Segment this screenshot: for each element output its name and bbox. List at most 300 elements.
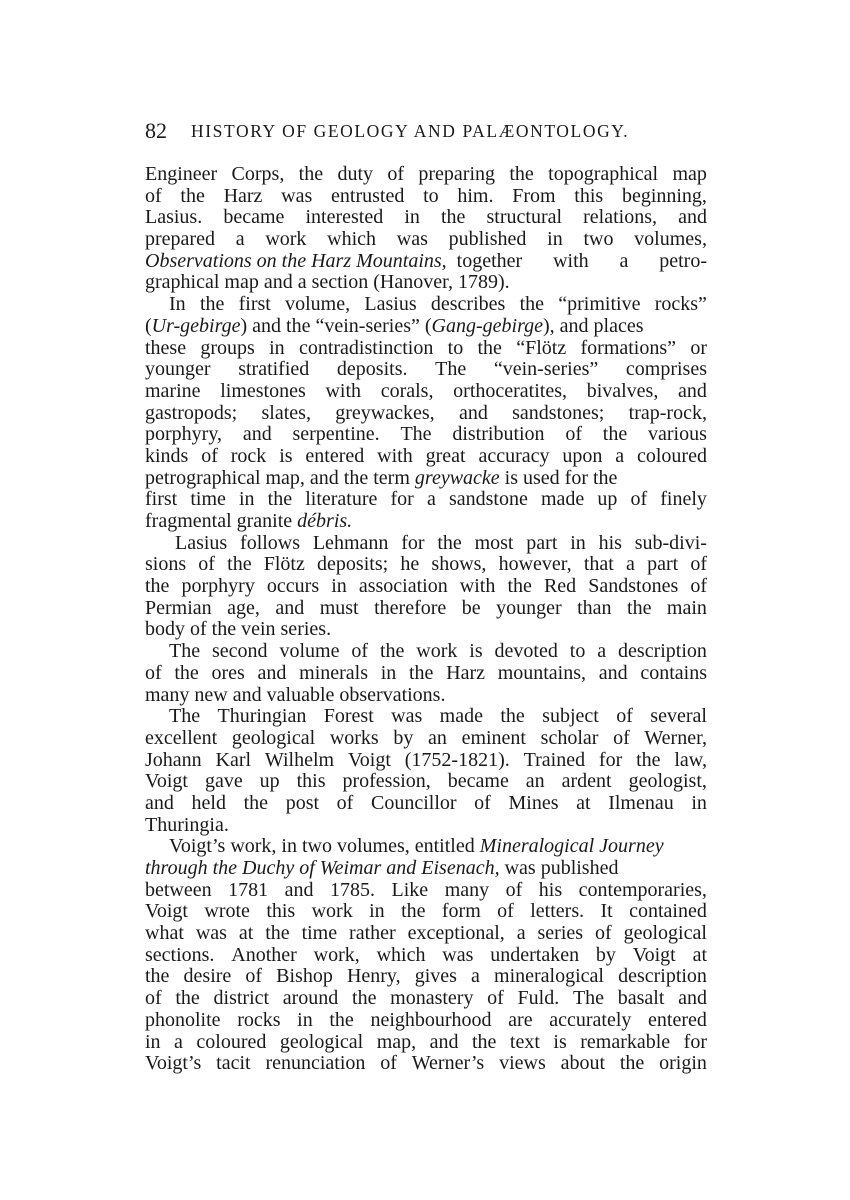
- word: first: [238, 293, 271, 316]
- word: contained: [629, 900, 707, 923]
- word: to: [423, 184, 439, 207]
- word: made: [540, 488, 585, 511]
- word: must: [319, 596, 359, 619]
- word: is: [553, 1030, 567, 1053]
- word: In: [169, 293, 186, 316]
- page-header: [145, 118, 705, 146]
- word: the: [199, 293, 225, 316]
- text-line: [145, 164, 707, 186]
- word: for: [390, 488, 414, 511]
- word: about: [560, 1052, 606, 1075]
- word: the: [145, 965, 170, 988]
- text-line: through the Duchy of Weimar and Eisenach, was published: [145, 857, 619, 879]
- word: in: [570, 531, 586, 554]
- word: describes: [430, 293, 506, 316]
- word: gives: [414, 965, 457, 988]
- word: eminent: [461, 726, 526, 749]
- text-line: [145, 186, 707, 208]
- word: Lasius.: [145, 206, 203, 229]
- word: two: [583, 228, 614, 251]
- text-line: graphical map and a section (Hanover, 1789).: [145, 271, 510, 294]
- word: a: [516, 922, 526, 945]
- text-line: [145, 576, 707, 598]
- word: the: [477, 336, 502, 359]
- word: scholar: [540, 726, 599, 749]
- word: of: [594, 922, 612, 945]
- word: younger: [496, 596, 562, 619]
- word: of: [351, 640, 369, 663]
- word: the: [145, 575, 170, 598]
- word: Karl: [215, 748, 252, 771]
- word: be: [461, 596, 481, 619]
- word: monastery: [390, 987, 474, 1010]
- word: was: [396, 228, 428, 251]
- word: topographical: [548, 163, 659, 185]
- word: interested: [305, 206, 384, 229]
- word: porphyry: [181, 575, 255, 598]
- word: slates,: [261, 401, 311, 424]
- paragraph-start: [145, 641, 707, 663]
- word: excellent: [145, 726, 218, 749]
- word: exceptional,: [407, 922, 505, 945]
- book-title-italic: Mineralogical Journey: [479, 835, 664, 858]
- word: entered: [305, 444, 365, 467]
- word: devoted: [494, 640, 558, 663]
- word: the: [267, 488, 293, 511]
- word: coloured: [196, 1030, 267, 1053]
- word: “Flötz: [516, 336, 567, 359]
- text-line: [145, 207, 707, 229]
- word: From: [512, 184, 556, 207]
- word: orthoceratites,: [453, 379, 567, 402]
- word: of: [245, 965, 263, 988]
- word: “primitive: [558, 293, 641, 316]
- word: It: [600, 900, 613, 923]
- word: law,: [674, 748, 707, 771]
- text-line: [145, 880, 707, 902]
- word: in: [238, 488, 255, 511]
- word: which: [376, 943, 426, 966]
- word: an: [525, 770, 545, 793]
- word: petro-: [659, 249, 707, 272]
- word: the: [437, 531, 462, 554]
- text-line: [145, 359, 707, 381]
- word: geological: [279, 1030, 364, 1053]
- text-line: fragmental granite débris.: [145, 510, 353, 532]
- word: published: [448, 228, 527, 251]
- word: at: [238, 922, 254, 945]
- word: many: [444, 878, 490, 901]
- word: Voigt: [145, 770, 188, 793]
- word: of: [145, 184, 162, 207]
- word: district: [213, 987, 270, 1010]
- text-line: [145, 663, 707, 685]
- word: is: [469, 640, 483, 663]
- word: contradistinction: [298, 336, 434, 359]
- word: Wilhelm: [264, 748, 335, 771]
- word: Trained: [523, 748, 586, 771]
- word: with: [459, 575, 496, 598]
- word: of: [380, 1052, 397, 1075]
- word: however,: [498, 553, 572, 576]
- text-line: [145, 554, 707, 576]
- word: deposits;: [317, 553, 389, 576]
- word: prepared: [145, 228, 215, 251]
- word: for: [401, 531, 425, 554]
- word: younger: [145, 358, 211, 381]
- word: the: [602, 423, 628, 446]
- word: The: [169, 705, 201, 728]
- word: in: [269, 336, 285, 359]
- word: and: [275, 596, 305, 619]
- word: became: [447, 770, 509, 793]
- word: “vein-series”: [493, 358, 599, 381]
- word: Corps,: [231, 163, 285, 185]
- word: geologist,: [628, 770, 707, 793]
- word: age,: [227, 596, 260, 619]
- word: and: [145, 791, 174, 814]
- word: of: [474, 791, 491, 814]
- text-line: [145, 1053, 707, 1075]
- word: relations,: [583, 206, 658, 229]
- word: and: [458, 401, 488, 424]
- text-line: Thuringia.: [145, 813, 229, 836]
- word: mineralogical: [494, 965, 604, 988]
- word: this: [296, 770, 326, 793]
- word: and: [678, 379, 707, 402]
- word: contemporaries,: [578, 878, 707, 901]
- word: a: [619, 249, 629, 272]
- paragraph-start: [145, 533, 707, 555]
- word: rock: [230, 444, 267, 467]
- word: of: [565, 423, 583, 446]
- word: Johann: [145, 748, 202, 771]
- word: of: [505, 878, 523, 901]
- word: shows,: [431, 553, 487, 576]
- word: to: [447, 336, 464, 359]
- word: description: [618, 640, 707, 663]
- word: and: [257, 661, 287, 684]
- word: part: [647, 553, 679, 576]
- word: Councillor: [370, 791, 457, 814]
- word: are: [508, 1008, 533, 1031]
- word: volumes,: [634, 228, 707, 251]
- word: gave: [204, 770, 243, 793]
- text-line: [145, 338, 707, 360]
- word: is: [279, 444, 293, 467]
- word: he: [400, 553, 420, 576]
- text-line: [145, 424, 707, 446]
- text-line: [145, 966, 707, 988]
- word: entered: [648, 1008, 707, 1031]
- word: The: [400, 423, 432, 446]
- word: Another: [231, 943, 297, 966]
- word: sub-divi-: [634, 531, 707, 554]
- word: mountains,: [497, 661, 587, 684]
- word: a: [597, 640, 607, 663]
- word: in: [145, 1030, 161, 1053]
- word: between: [145, 878, 212, 901]
- word: Permian: [145, 596, 212, 619]
- word: of: [690, 553, 707, 576]
- word: the: [401, 900, 426, 923]
- word: Lehmann: [312, 531, 389, 554]
- word: the: [243, 791, 269, 814]
- term-italic: Gang-gebirge: [431, 314, 543, 337]
- word: map: [672, 163, 707, 185]
- word: sections.: [145, 943, 215, 966]
- word: with: [325, 379, 362, 402]
- word: Flötz: [263, 553, 305, 576]
- text-line: [145, 901, 707, 923]
- word: accurately: [549, 1008, 632, 1031]
- text-line: [145, 403, 707, 425]
- word: (1752-1821).: [404, 748, 510, 771]
- word: stratified: [238, 358, 310, 381]
- word: in: [691, 791, 707, 814]
- word: coloured: [637, 444, 707, 467]
- word: gastropods;: [145, 401, 238, 424]
- word: comprises: [625, 358, 707, 381]
- word: time: [301, 922, 338, 945]
- word: Mines: [508, 791, 559, 814]
- word: than: [577, 596, 612, 619]
- word: geological: [231, 726, 316, 749]
- word: form: [441, 900, 481, 923]
- word: profession,: [342, 770, 431, 793]
- word: in: [369, 900, 385, 923]
- word: the: [180, 184, 205, 207]
- word: the: [636, 748, 661, 771]
- word: the: [298, 163, 324, 185]
- word: series: [537, 922, 584, 945]
- text-line: [145, 1010, 707, 1032]
- text-line: petrographical map, and the term greywacke is used for the: [145, 466, 618, 489]
- word: works: [329, 726, 379, 749]
- word: a: [426, 488, 436, 511]
- word: that: [583, 553, 614, 576]
- word: or: [690, 336, 707, 359]
- word: therefore: [374, 596, 447, 619]
- word: occurs: [266, 575, 320, 598]
- word: the: [329, 1008, 354, 1031]
- word: the: [500, 705, 525, 728]
- word: Bishop: [276, 965, 333, 988]
- word: geological: [623, 922, 707, 945]
- word: what: [145, 922, 184, 945]
- word: of: [387, 163, 405, 185]
- word: beginning,: [621, 184, 707, 207]
- word: letters.: [530, 900, 585, 923]
- word: undertaken: [490, 943, 580, 966]
- word: of: [145, 661, 162, 684]
- word: in: [547, 228, 563, 251]
- word: Ilmenau: [608, 791, 674, 814]
- word: this: [266, 900, 296, 923]
- word: Lasius: [175, 531, 228, 554]
- word: in: [380, 661, 397, 684]
- word: preparing: [418, 163, 496, 185]
- word: held: [191, 791, 226, 814]
- word: the: [440, 206, 466, 229]
- book-title-italic: through the Duchy of Weimar and Eisenach,: [145, 857, 500, 879]
- word: was: [281, 184, 313, 207]
- word: work: [265, 228, 307, 251]
- word: which: [327, 228, 377, 251]
- word: Harz: [223, 184, 263, 207]
- word: the: [619, 1052, 645, 1075]
- word: distribution: [452, 423, 545, 446]
- word: Voigt: [347, 748, 391, 771]
- word: Henry,: [346, 965, 401, 988]
- text-line: [145, 489, 707, 511]
- word: contains: [640, 661, 707, 684]
- word: by: [393, 726, 414, 749]
- word: the: [227, 553, 252, 576]
- word: of: [613, 726, 630, 749]
- word: an: [428, 726, 447, 749]
- word: in: [404, 206, 420, 229]
- word: with: [377, 444, 413, 467]
- running-title: HISTORY OF GEOLOGY AND PALÆONTOLOGY.: [191, 121, 630, 141]
- word: renunciation: [265, 1052, 366, 1075]
- word: The: [572, 987, 605, 1010]
- text-line: [145, 988, 707, 1010]
- word: greywackes,: [335, 401, 435, 424]
- word: Thuringian: [217, 705, 307, 728]
- word: description: [618, 965, 707, 988]
- word: text: [509, 1030, 540, 1053]
- word: limestones: [220, 379, 306, 402]
- term-italic: greywacke: [414, 466, 500, 489]
- word: work,: [313, 943, 360, 966]
- word: sandstone: [448, 488, 528, 511]
- word: for: [683, 1030, 707, 1053]
- word: serpentine.: [292, 423, 380, 446]
- text-line: [145, 771, 707, 793]
- text-line: [145, 251, 707, 273]
- word: of: [690, 575, 707, 598]
- word: 1785.: [330, 878, 376, 901]
- word: work: [416, 640, 458, 663]
- word: origin: [659, 1052, 707, 1075]
- word: Red: [543, 575, 577, 598]
- paragraph-start: [145, 706, 707, 728]
- term-italic: débris.: [297, 510, 353, 532]
- word: Fuld.: [517, 987, 560, 1010]
- word: work: [311, 900, 353, 923]
- word: entrusted: [331, 184, 405, 207]
- word: a: [174, 1030, 183, 1053]
- word: remarkable: [580, 1030, 671, 1053]
- text-line: many new and valuable observations.: [145, 683, 446, 706]
- word: up: [259, 770, 280, 793]
- word: to: [569, 640, 586, 663]
- page-number: 82: [145, 118, 167, 143]
- word: desire: [183, 965, 232, 988]
- word: Werner,: [644, 726, 707, 749]
- word: was: [391, 705, 423, 728]
- word: upon: [562, 444, 603, 467]
- word: groups: [200, 336, 255, 359]
- word: volume: [279, 640, 340, 663]
- word: his: [538, 878, 563, 901]
- word: the: [175, 987, 200, 1010]
- text-line: body of the vein series.: [145, 618, 332, 641]
- word: the: [509, 163, 534, 185]
- word: duty: [337, 163, 374, 185]
- word: the: [471, 1030, 497, 1053]
- word: marine: [145, 379, 201, 402]
- word: post: [285, 791, 320, 814]
- word: The: [435, 358, 467, 381]
- word: of: [616, 705, 633, 728]
- word: formations”: [580, 336, 677, 359]
- word: at: [692, 943, 707, 966]
- text-line: [145, 945, 707, 967]
- word: and: [242, 423, 272, 446]
- word: literature: [305, 488, 378, 511]
- word: and: [429, 1030, 459, 1053]
- word: in: [297, 1008, 313, 1031]
- word: subject: [542, 705, 599, 728]
- word: for: [598, 748, 623, 771]
- word: finely: [660, 488, 707, 511]
- word: of: [487, 987, 504, 1010]
- word: of: [497, 900, 514, 923]
- word: of: [198, 553, 215, 576]
- text-line: [145, 923, 707, 945]
- word: time: [190, 488, 226, 511]
- word: Sandstones: [588, 575, 679, 598]
- word: most: [474, 531, 514, 554]
- text-line: [145, 446, 707, 468]
- word: great: [425, 444, 466, 467]
- word: 1781: [228, 878, 269, 901]
- word: map,: [376, 1030, 417, 1053]
- word: structural: [486, 206, 563, 229]
- word: minerals: [299, 661, 369, 684]
- word: the: [379, 640, 405, 663]
- word: association: [358, 575, 448, 598]
- word: various: [648, 423, 707, 446]
- word: the: [408, 661, 434, 684]
- word: porphyry,: [145, 423, 223, 446]
- word: in: [331, 575, 347, 598]
- word: tacit: [216, 1052, 251, 1075]
- word: phonolite: [145, 1008, 221, 1031]
- word: became: [223, 206, 285, 229]
- word: Forest: [323, 705, 374, 728]
- word: views: [499, 1052, 546, 1075]
- word: the: [174, 661, 199, 684]
- word: follows: [240, 531, 301, 554]
- word: sions: [145, 553, 187, 576]
- word: this: [574, 184, 604, 207]
- word: the: [519, 293, 544, 316]
- word: volume,: [285, 293, 351, 316]
- word: rocks”: [654, 293, 707, 316]
- word: several: [650, 705, 707, 728]
- word: rocks: [237, 1008, 281, 1031]
- text-line: [145, 598, 707, 620]
- word: Voigt’s: [145, 1052, 202, 1075]
- word: basalt: [617, 987, 665, 1010]
- body-text: [145, 164, 707, 1075]
- word: of: [145, 987, 162, 1010]
- word: Engineer: [145, 163, 218, 185]
- word: the: [352, 987, 377, 1010]
